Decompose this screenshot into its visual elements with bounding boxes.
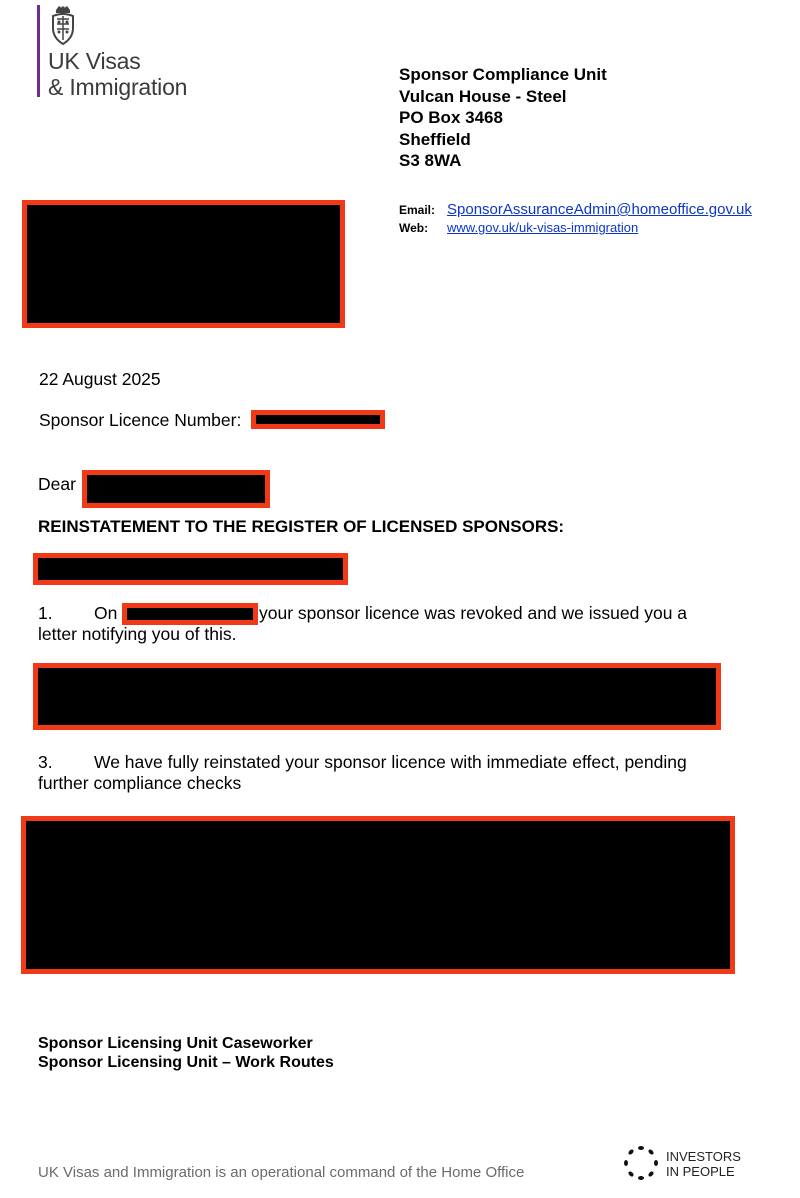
web-link[interactable]: www.gov.uk/uk-visas-immigration [447,220,639,235]
signature-line-1: Sponsor Licensing Unit Caseworker [38,1035,313,1052]
investors-in-people-logo [666,1149,741,1179]
letter-date: 22 August 2025 [39,369,161,389]
redacted-paragraph-2 [33,663,721,730]
redacted-paragraph-4 [21,816,735,974]
paragraph-1-on: On [94,603,118,623]
logo-accent-bar [37,5,40,97]
paragraph-3-line-2: further compliance checks [38,773,242,793]
redacted-licence-number [251,410,385,429]
paragraph-1-number: 1. [38,603,53,623]
address-city: Sheffield [399,129,471,149]
footer-text: UK Visas and Immigration is an operational command of the Home Office [38,1164,525,1181]
address-po-box: PO Box 3468 [399,108,503,127]
web-label: Web: [399,221,429,235]
address-unit: Sponsor Compliance Unit [399,65,607,84]
royal-crest-icon [48,4,78,46]
logo-wordmark [48,48,187,100]
address-postcode: S3 8WA [399,151,462,170]
sender-address [399,64,607,172]
letter-heading: REINSTATEMENT TO THE REGISTER OF LICENSED SPONSORS: [38,517,565,536]
licence-number-label: Sponsor Licence Number: [39,410,242,430]
redacted-revocation-date [122,603,258,625]
redacted-recipient-address [22,200,345,328]
iip-line-2: IN PEOPLE [666,1164,735,1179]
email-label: Email: [399,203,436,217]
paragraph-1-line-1 [38,603,117,624]
signature-line-2: Sponsor Licensing Unit – Work Routes [38,1054,334,1071]
address-building: Vulcan House - Steel [399,86,567,106]
logo-line-1: UK Visas [48,48,141,74]
paragraph-1-line-2: letter notifying you of this. [38,624,237,644]
signature-block [38,1034,334,1072]
iip-line-1: INVESTORS [666,1149,741,1164]
redacted-heading-line [33,553,348,585]
investors-in-people-icon [622,1144,660,1182]
redacted-recipient-name [82,470,270,508]
logo-line-2: & Immigration [48,74,188,100]
paragraph-3-number: 3. [38,752,53,772]
paragraph-3-line-1 [38,752,687,773]
contact-details [399,201,752,237]
paragraph-3-text: We have fully reinstated your sponsor licence with immediate effect, pending [94,752,687,772]
paragraph-1-rest: your sponsor licence was revoked and we issued you a [259,603,688,623]
email-link[interactable]: SponsorAssuranceAdmin@homeoffice.gov.uk [447,201,752,218]
salutation: Dear [38,474,76,494]
